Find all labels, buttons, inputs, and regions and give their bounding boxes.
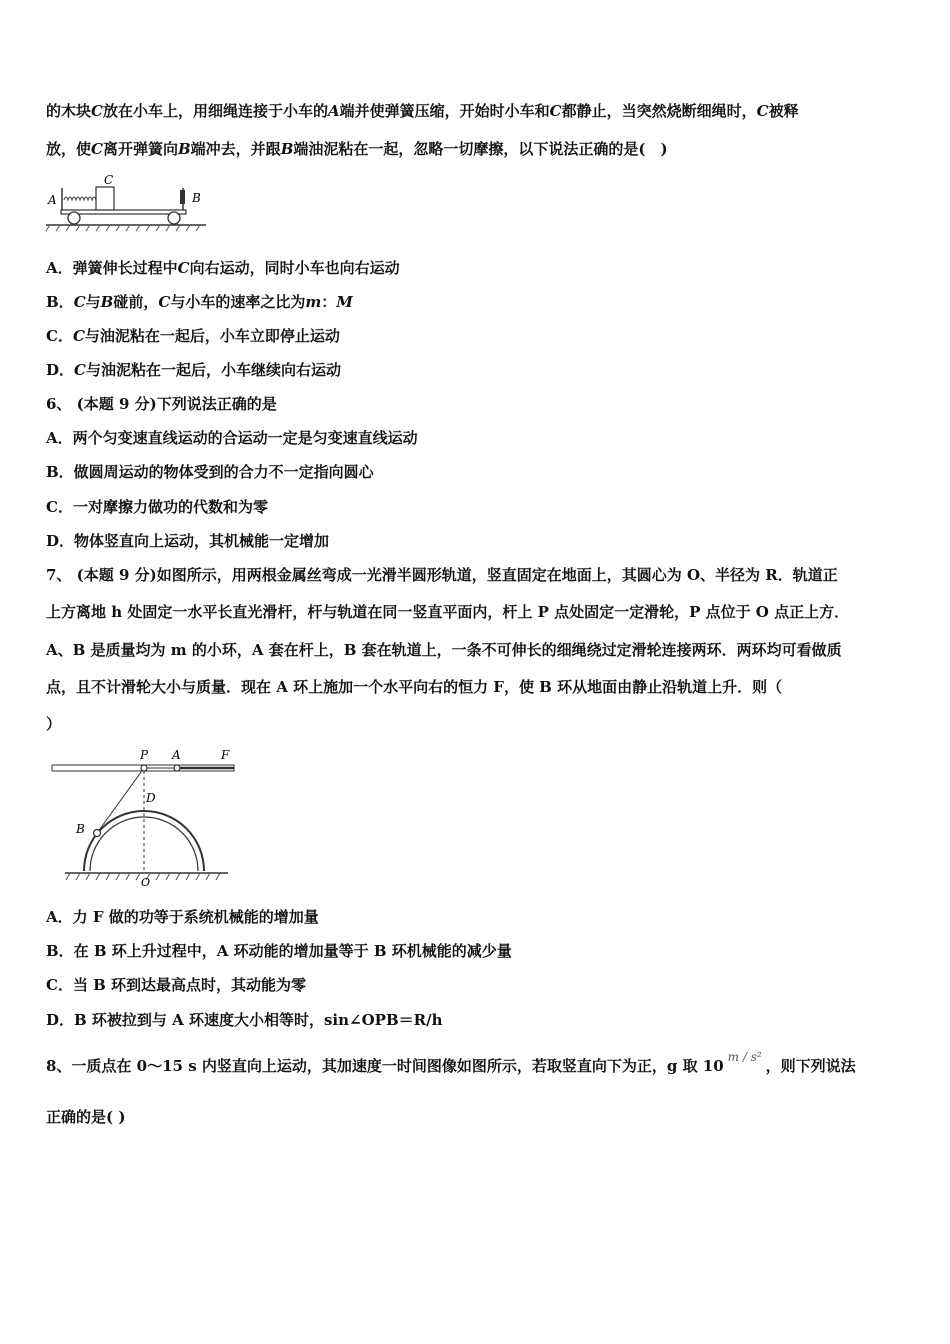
q7-option-d[interactable]: D．B 环被拉到与 A 环速度大小相等时，sin∠OPB＝R/h — [46, 1011, 443, 1029]
label-c: C — [104, 173, 114, 187]
label-a: A — [48, 193, 57, 207]
q7-option-b[interactable]: B．在 B 环上升过程中，A 环动能的增加量等于 B 环机械能的减少量 — [46, 942, 512, 960]
q5-option-a[interactable]: A．弹簧伸长过程中C向右运动，同时小车也向右运动 — [46, 259, 400, 277]
label-b: B — [192, 191, 201, 205]
q5-option-d[interactable]: D．C与油泥粘在一起后，小车继续向右运动 — [46, 361, 341, 379]
q7-option-a[interactable]: A．力 F 做的功等于系统机械能的增加量 — [46, 908, 319, 926]
label-f: F — [221, 748, 230, 762]
label-o: O — [141, 876, 151, 887]
q7-stem-line-4: 点，且不计滑轮大小与质量．现在 A 环上施加一个水平向右的恒力 F，使 B 环从地面由静止沿轨道上升．则（ — [46, 678, 783, 696]
q5-option-c[interactable]: C．C与油泥粘在一起后，小车立即停止运动 — [46, 327, 340, 345]
semicircle-track-figure — [50, 745, 245, 887]
q5-stem-line-1: 的木块C放在小车上，用细绳连接于小车的A端并使弹簧压缩，开始时小车和C都静止，当突然烧断细绳时，C被释 — [46, 102, 799, 120]
q6-option-a[interactable]: A．两个匀变速直线运动的合运动一定是匀变速直线运动 — [46, 429, 418, 447]
q5-stem-line-2: 放，使C离开弹簧向B端冲去，并跟B端油泥粘在一起，忽略一切摩擦，以下说法正确的是( ) — [46, 140, 668, 158]
q6-option-b[interactable]: B．做圆周运动的物体受到的合力不一定指向圆心 — [46, 463, 374, 481]
cart-spring-figure — [46, 172, 206, 234]
q7-stem-line-2: 上方离地 h 处固定一水平长直光滑杆，杆与轨道在同一竖直平面内，杆上 P 点处固定一定滑轮，P 点位于 O 点正上方． — [46, 603, 850, 621]
q8-stem-line-1: 8、一质点在 0～15 s 内竖直向上运动，其加速度一时间图像如图所示，若取竖直向下为正，g 取 10 m / s² ，则下列说法 — [46, 1056, 856, 1077]
q7-stem-line-5: ） — [46, 715, 62, 733]
label-p: P — [140, 748, 149, 762]
q7-stem-line-1: 7、 (本题 9 分)如图所示，用两根金属丝弯成一光滑半圆形轨道，竖直固定在地面上，其圆心为 O、半径为 R．轨道正 — [46, 566, 838, 584]
label-b: B — [76, 822, 85, 836]
q5-option-b[interactable]: B．C与B碰前，C与小车的速率之比为m：M — [46, 293, 353, 311]
q8-stem-line-2: 正确的是( ) — [46, 1108, 126, 1126]
label-a: A — [172, 748, 181, 762]
label-d: D — [146, 791, 156, 805]
acceleration-unit: m / s² — [727, 1050, 762, 1064]
q7-stem-line-3: A、B 是质量均为 m 的小环，A 套在杆上，B 套在轨道上，一条不可伸长的细绳绕过定滑轮连接两环．两环均可看做质 — [46, 641, 842, 659]
q6-option-c[interactable]: C．一对摩擦力做功的代数和为零 — [46, 498, 268, 516]
q7-option-c[interactable]: C．当 B 环到达最高点时，其动能为零 — [46, 976, 307, 994]
q6-stem: 6、 (本题 9 分)下列说法正确的是 — [46, 395, 277, 413]
q6-option-d[interactable]: D．物体竖直向上运动，其机械能一定增加 — [46, 532, 330, 550]
